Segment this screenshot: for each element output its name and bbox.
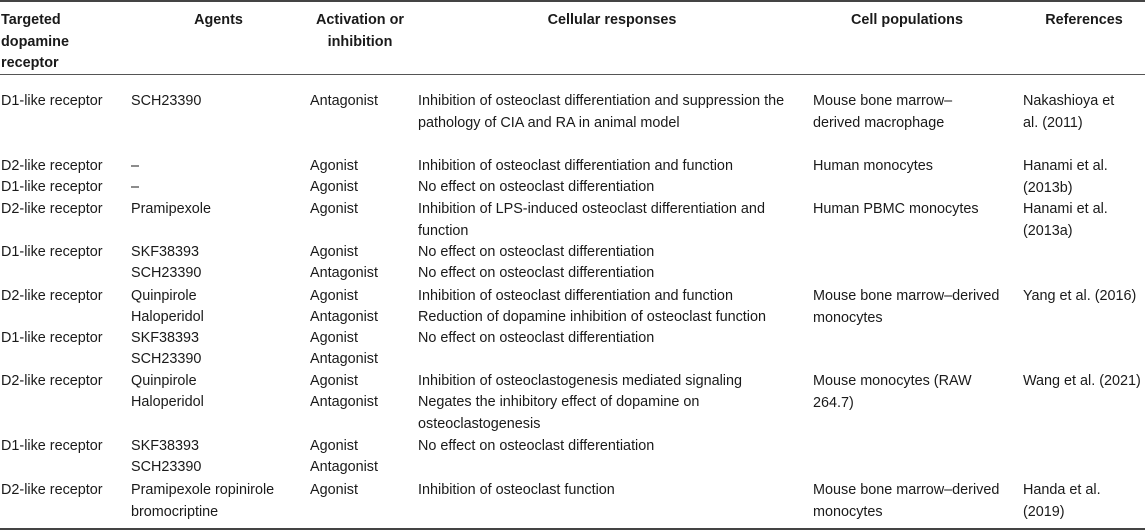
cell-agent: Pramipexole ropinirole bromocriptine [131,482,275,520]
cell-agent: SKF38393 [131,244,200,260]
cell-population: Mouse bone marrow–derived monocytes [813,288,1000,326]
cell-activation: Agonist [310,330,358,346]
table-header-rule [0,74,1145,75]
cell-receptor: D2-like receptor [1,482,103,498]
cell-agent: – [131,179,140,195]
cell-population: Human PBMC monocytes [813,201,979,217]
cell-activation: Antagonist [310,351,379,367]
cell-response: Inhibition of osteoclast differentiation and function [418,288,733,304]
cell-response: Inhibition of osteoclast function [418,482,615,498]
cell-agent: SCH23390 [131,265,202,281]
cell-response: No effect on osteoclast differentiation [418,179,655,195]
cell-population: Mouse bone marrow–derived monocytes [813,482,1000,520]
cell-agent: SKF38393 [131,330,200,346]
cell-receptor: D2-like receptor [1,288,103,304]
cell-agent: SCH23390 [131,459,202,475]
cell-activation: Antagonist [310,459,379,475]
cell-response: Inhibition of osteoclast differentiation and suppression the pathology of CIA and RA in animal model [418,93,785,131]
cell-agent: SCH23390 [131,93,202,109]
header-cellular-responses: Cellular responses [547,12,677,28]
cell-response: Inhibition of osteoclast differentiation and function [418,158,733,174]
cell-reference: Handa et al. (2019) [1023,482,1101,520]
header-agents: Agents [194,12,243,28]
cell-response: Negates the inhibitory effect of dopamine on osteoclastogenesis [418,394,700,432]
cell-response: Reduction of dopamine inhibition of osteoclast function [418,309,766,325]
cell-population: Mouse monocytes (RAW 264.7) [813,373,972,411]
cell-population: Human monocytes [813,158,933,174]
cell-receptor: D2-like receptor [1,201,103,217]
table-top-rule [0,0,1145,2]
cell-reference: Hanami et al. (2013a) [1023,201,1108,239]
cell-agent: Quinpirole [131,373,197,389]
cell-response: No effect on osteoclast differentiation [418,438,655,454]
cell-receptor: D1-like receptor [1,438,103,454]
cell-response: Inhibition of osteoclastogenesis mediated signaling [418,373,743,389]
cell-receptor: D2-like receptor [1,158,103,174]
cell-agent: Haloperidol [131,394,204,410]
header-references: References [1045,12,1123,28]
cell-reference: Nakashioya et al. (2011) [1023,93,1115,131]
cell-receptor: D1-like receptor [1,179,103,195]
cell-population: Mouse bone marrow–derived macrophage [813,93,953,131]
cell-activation: Agonist [310,179,358,195]
cell-reference: Hanami et al. (2013b) [1023,158,1108,196]
cell-activation: Agonist [310,438,358,454]
cell-receptor: D1-like receptor [1,330,103,346]
header-activation: Activation or inhibition [316,12,404,50]
cell-reference: Yang et al. (2016) [1023,288,1137,304]
header-targeted-receptor: Targeted dopamine receptor [1,12,69,72]
cell-agent: SCH23390 [131,351,202,367]
cell-activation: Antagonist [310,394,379,410]
cell-receptor: D1-like receptor [1,93,103,109]
cell-response: Inhibition of LPS-induced osteoclast differentiation and function [418,201,765,239]
cell-agent: Quinpirole [131,288,197,304]
cell-activation: Agonist [310,158,358,174]
cell-response: No effect on osteoclast differentiation [418,244,655,260]
cell-activation: Agonist [310,201,358,217]
cell-activation: Antagonist [310,93,379,109]
cell-activation: Agonist [310,373,358,389]
cell-agent: – [131,158,140,174]
cell-response: No effect on osteoclast differentiation [418,330,655,346]
cell-agent: Pramipexole [131,201,211,217]
cell-receptor: D2-like receptor [1,373,103,389]
cell-activation: Agonist [310,244,358,260]
cell-receptor: D1-like receptor [1,244,103,260]
cell-agent: SKF38393 [131,438,200,454]
cell-agent: Haloperidol [131,309,204,325]
cell-response: No effect on osteoclast differentiation [418,265,655,281]
cell-reference: Wang et al. (2021) [1023,373,1141,389]
cell-activation: Antagonist [310,309,379,325]
cell-activation: Agonist [310,288,358,304]
cell-activation: Antagonist [310,265,379,281]
header-cell-populations: Cell populations [851,12,963,28]
cell-activation: Agonist [310,482,358,498]
